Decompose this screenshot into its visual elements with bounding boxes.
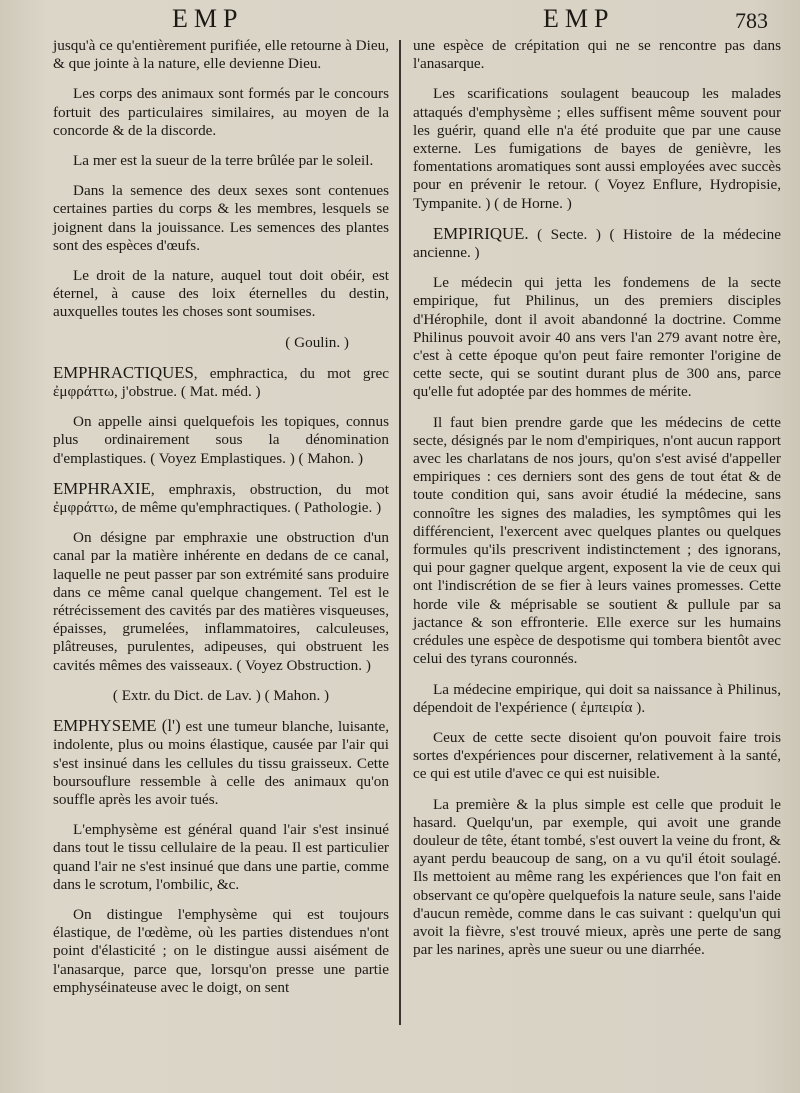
paragraph-text: La première & la plus simple est celle que produit le hasard. Quelqu'un, par exemple, qui avoit une grande douleur de tête, étant tombé, s'est ouvert la veine du front, & ayant perdu beaucoup de sang, on a vu qu'il étoit soulagé. Ils mettoient au même rang les expériences que l'on fait en observant ce qu'opère quelquefois la nature seule, sans l'aide d'aucun remède, comme dans le cas suivant : quelqu'un qui avoit la fièvre, s'est trouvé mieux, après une perte de sang par les narines, après une sueur ou une diarrhée. xyxy=(413,795,781,959)
paragraph xyxy=(413,37,781,73)
entry-headword: EMPHRAXIE xyxy=(53,478,151,498)
left-column xyxy=(53,37,389,1009)
running-header xyxy=(0,4,800,38)
paragraph-text: Le droit de la nature, auquel tout doit obéir, est éternel, à cause des loix éternelles du destin, auxquelles toutes les choses sont soumises. xyxy=(53,267,389,321)
paragraph-text: La médecine empirique, qui doit sa naissance à Philinus, dépendoit de l'expérience ( ἐμπειρία ). xyxy=(413,680,781,716)
paragraph-text: jusqu'à ce qu'entièrement purifiée, elle retourne à Dieu, & que jointe à la nature, elle devienne Dieu. xyxy=(53,37,389,73)
paragraph xyxy=(53,821,389,894)
paragraph-text: Ceux de cette secte disoient qu'on pouvoit faire trois sortes d'expériences pour discerner, relativement à la santé, ce qui est utile d'avec ce qui est nuisible. xyxy=(413,728,781,783)
entry-paragraph xyxy=(53,480,389,517)
paragraph xyxy=(53,906,389,997)
paragraph xyxy=(413,414,781,669)
right-column xyxy=(413,37,781,971)
paragraph xyxy=(53,182,389,255)
entry-headword: EMPIRIQUE. xyxy=(433,223,529,243)
author-signature: ( Goulin. ) xyxy=(285,333,349,351)
paragraph xyxy=(413,729,781,784)
running-head-right: EMP xyxy=(543,4,615,33)
paragraph-text: Les scarifications soulagent beaucoup les malades attaqués d'emphysème ; elles suffisent même souvent pour les guérir, quand elle n'a été produite que par une cause externe. Les fumigations de bayes de genièvre, les fomentations aromatiques sont aussi employées avec succès pour en prévenir le retour. ( Voyez Enflure, Hydropisie, Tympanite. ) ( de Horne. ) xyxy=(413,85,781,212)
paragraph-text: , emphraxis, obstruction, du mot ἐμφράττω, de même qu'emphractiques. ( Pathologie. ) xyxy=(53,480,389,517)
paragraph xyxy=(53,413,389,468)
entry-paragraph xyxy=(413,225,781,262)
paragraph-text: Les corps des animaux sont formés par le concours fortuit des particulaires similaires, au moyen de la concorde & de la discorde. xyxy=(53,85,389,139)
paragraph-text: , emphractica, du mot grec ἐμφράττω, j'obstrue. ( Mat. méd. ) xyxy=(53,364,389,401)
paragraph xyxy=(53,37,389,73)
entry-headword: EMPHRACTIQUES xyxy=(53,362,194,382)
paragraph-text: Le médecin qui jetta les fondemens de la secte empirique, fut Philinus, un des premiers disciples d'Hérophile, dont il avoit abandonné la doctrine. Comme Philinus pouvoit avoir 40 ans vers l'an 279 avant notre ère, c'est à cette époque qu'on peut faire remonter l'origine de cette secte, qui se soutint durant plus de 300 ans, parce qu'elle fut adoptée par des hommes de mérite. xyxy=(413,274,781,401)
paragraph-text: On distingue l'emphysème qui est toujours élastique, de l'œdème, où les parties distendues n'ont point d'élasticité ; on le distingue aussi aisément de l'anasarque, parce que, lorsqu'on presse une partie emphyséinateuse avec le doigt, on sent xyxy=(53,905,389,996)
source-citation: ( Extr. du Dict. de Lav. ) ( Mahon. ) xyxy=(112,686,330,704)
paragraph-text: une espèce de crépitation qui ne se rencontre pas dans l'anasarque. xyxy=(413,37,781,73)
paragraph xyxy=(53,85,389,140)
paragraph-text: On désigne par emphraxie une obstruction d'un canal par la matière inhérente en dedans de ce canal, laquelle ne peut passer par son extrémité sans produire dans ce même canal quelque changement. Tel est le rétrécissement des cavités par des matières visqueuses, épaisses, grumelées, inflammatoires, calculeuses, plâtreuses, purulentes, adipeuses, qui obstruent les cavités mêmes des vaisseaux. ( Voyez Obstruction. ) xyxy=(53,529,389,674)
paragraph xyxy=(53,529,389,675)
paragraph-text: est une tumeur blanche, luisante, indolente, plus ou moins élastique, causée par l'air qui s'est insinué dans les cellules du tissu graisseux. Cette boursouflure ressemble à celle des animaux qu'on souffle après les avoir tués. xyxy=(53,718,389,808)
entry-paragraph xyxy=(53,364,389,401)
entry-headword: EMPHYSEME (l') xyxy=(53,716,181,736)
paragraph xyxy=(413,681,781,717)
paragraph xyxy=(53,267,389,322)
paragraph-text: On appelle ainsi quelquefois les topiques, connus plus ordinairement sous la dénomination d'emplastiques. ( Voyez Emplastiques. ) ( Mahon. ) xyxy=(53,413,389,467)
paragraph-text: La mer est la sueur de la terre brûlée par le soleil. xyxy=(73,152,374,170)
page-number: 783 xyxy=(735,8,768,33)
paragraph xyxy=(413,274,781,401)
entry-paragraph xyxy=(53,717,389,809)
paragraph-text: ( Secte. ) ( Histoire de la médecine ancienne. ) xyxy=(413,225,781,262)
column-divider xyxy=(399,40,401,1025)
running-head-left: EMP xyxy=(172,4,244,33)
paragraph-text: Il faut bien prendre garde que les médecins de cette secte, désignés par le nom d'empiriques, n'ont aucun rapport avec les charlatans de nos jours, qu'on s'est avisé d'appeller empiriques : ces derniers sont des gens de tout état & de toute condition qui, sans avoir étudié la médecine, sans connoître les signes des maladies, les symptômes qui les différencient, l'exercent avec quelques plantes ou quelques formules qu'ils prescrivent indistinctement ; des ignorans, qui pour gagner quelque argent, exposent la vie de ceux qui ont l'indiscrétion de se fier à leurs vaines promesses. Cette horde vile & méprisable se soutient & pullule par sa jactance & son effronterie. Elle exerce sur les humains crédules une espèce de despotisme qui tombera bientôt avec celui des tyrans couronnés. xyxy=(413,413,781,668)
paragraph xyxy=(53,152,389,170)
paragraph-text: Dans la semence des deux sexes sont contenues certaines parties du corps & les membres, lesquels se joignent dans la jouissance. Les semences des plantes sont des espèces d'œufs. xyxy=(53,182,389,254)
paragraph xyxy=(413,796,781,960)
paragraph xyxy=(413,85,781,212)
paragraph-text: L'emphysème est général quand l'air s'est insinué dans tout le tissu cellulaire de la peau. Il est particulier quand l'air ne s'est insinué que dans une partie, comme dans le scrotum, l'ombilic, &c. xyxy=(53,821,389,893)
